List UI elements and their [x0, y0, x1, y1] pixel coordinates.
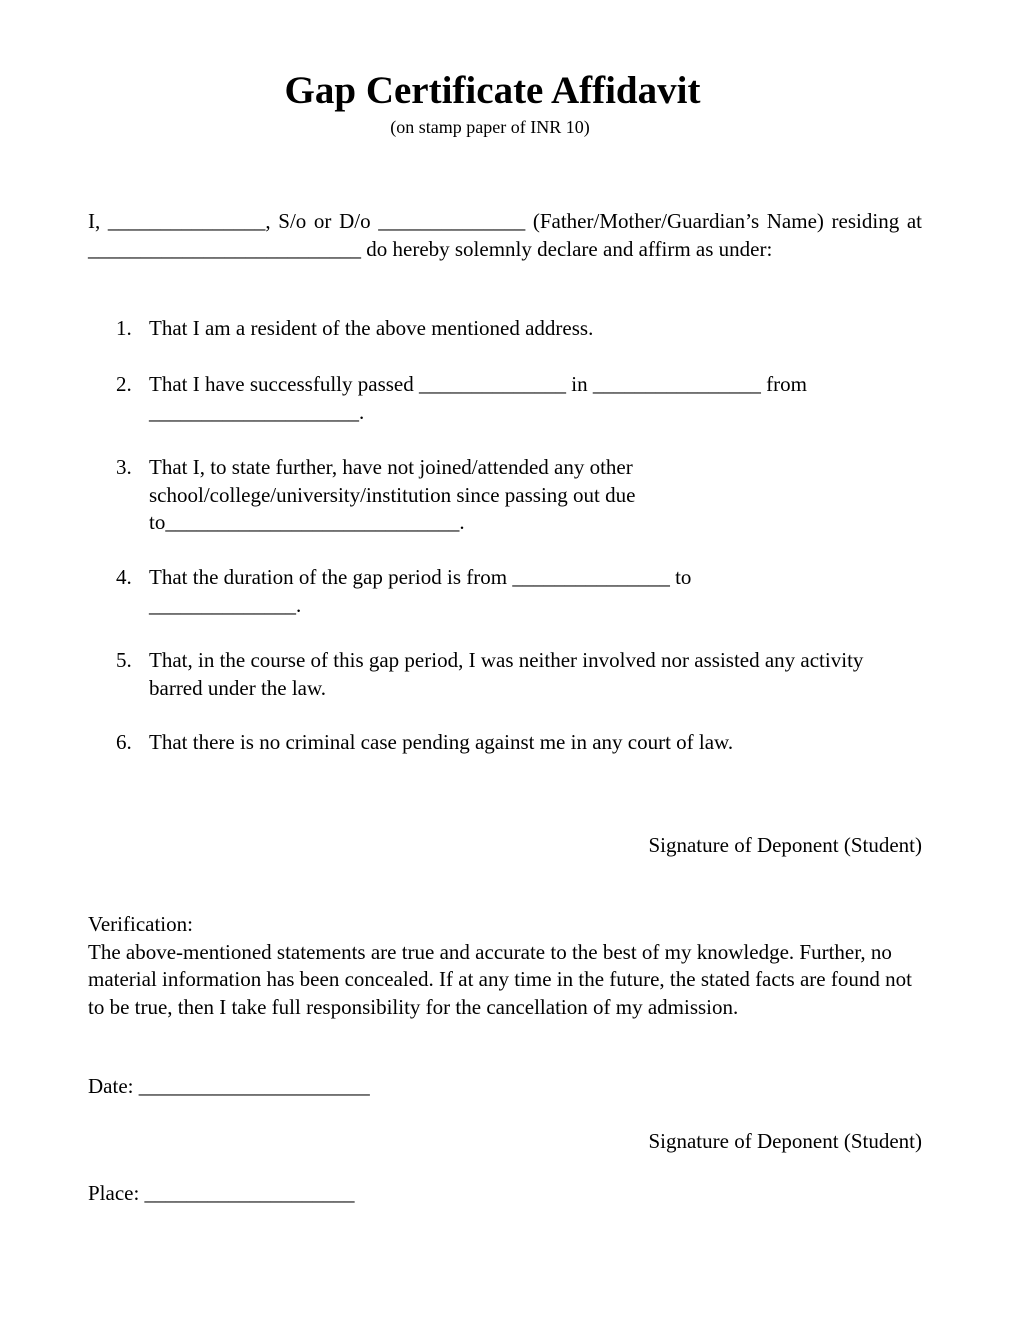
list-item — [116, 729, 916, 757]
page-subtitle: (on stamp paper of INR 10) — [390, 117, 590, 137]
list-item — [116, 454, 716, 537]
list-item-text: That the duration of the gap period is from _______________ to ______________. — [149, 565, 692, 617]
signature-line-deponent-verification: Signature of Deponent (Student) — [648, 1129, 922, 1153]
list-item-text: That, in the course of this gap period, I was neither involved nor assisted any activity barred under the law. — [149, 648, 864, 700]
list-item-number: 5. — [116, 648, 132, 672]
verification-heading: Verification: — [88, 912, 193, 936]
intro-paragraph: I, _______________, S/o or D/o ______________ (Father/Mother/Guardian’s Name) residing at __________________________ do hereby solemnly declare and affirm as under: — [88, 209, 922, 261]
signature-line-deponent: Signature of Deponent (Student) — [648, 833, 922, 857]
list-item-number: 6. — [116, 730, 132, 754]
page-title: Gap Certificate Affidavit — [284, 69, 701, 112]
list-item — [116, 564, 816, 619]
verification-section — [88, 911, 922, 1021]
list-item-text: That there is no criminal case pending against me in any court of law. — [149, 730, 734, 754]
list-item — [116, 371, 896, 426]
date-field: Date: ______________________ — [88, 1074, 370, 1098]
place-field: Place: ____________________ — [88, 1181, 355, 1205]
verification-text: The above-mentioned statements are true and accurate to the best of my knowledge. Further, no material information has been concealed. If at any time in the future, the stated facts are found not to be true, then I take full responsibility for the cancellation of my admission. — [88, 939, 912, 1019]
list-item-text: That I am a resident of the above mentioned address. — [149, 316, 594, 340]
list-item-text: That I have successfully passed ______________ in ________________ from ____________________. — [149, 372, 807, 424]
list-item — [116, 647, 906, 702]
list-item-number: 4. — [116, 565, 132, 589]
list-item-text: That I, to state further, have not joined/attended any other school/college/university/institution since passing out due to____________________________. — [149, 455, 636, 534]
list-item-number: 2. — [116, 372, 132, 396]
list-item-number: 1. — [116, 316, 132, 340]
list-item — [116, 315, 906, 343]
list-item-number: 3. — [116, 455, 132, 479]
